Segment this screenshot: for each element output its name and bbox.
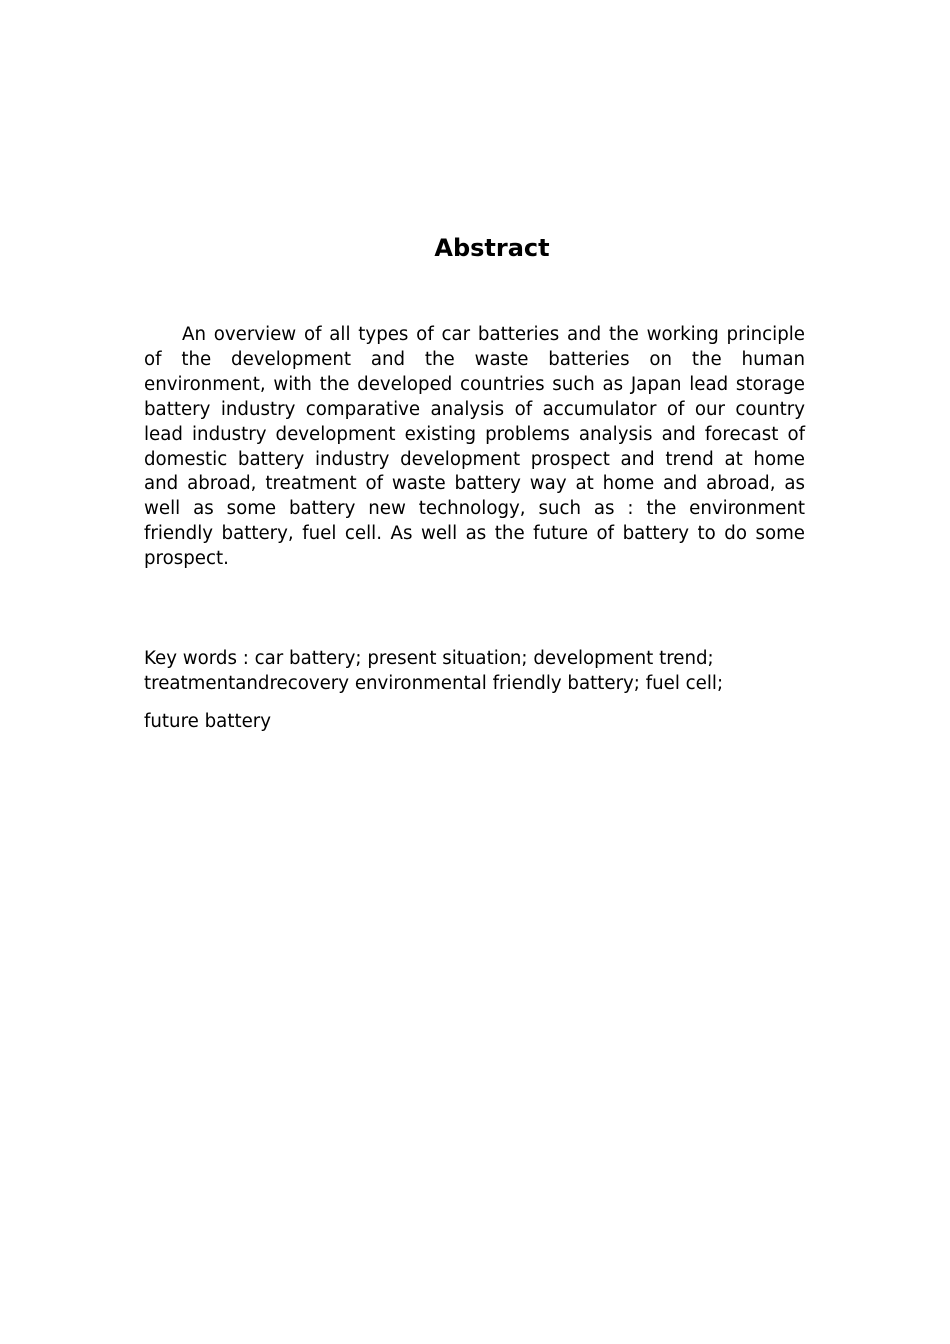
keywords-block <box>144 647 805 697</box>
keywords-line-3: future battery <box>144 711 272 732</box>
keywords-line-1: Key words : car battery; present situation; development trend; <box>144 648 714 669</box>
abstract-title: Abstract <box>434 234 550 262</box>
abstract-paragraph: An overview of all types of car batteries and the working principle of the development and the waste batteries on the human environment, with the developed countries such as Japan lead storage battery industry comparative analysis of accumulator of our country lead industry development existing problems analysis and forecast of domestic battery industry development prospect and trend at home and abroad, treatment of waste battery way at home and abroad, as well as some battery new technology, such as : the environment friendly battery, fuel cell. As well as the future of battery to do some prospect. <box>144 324 805 570</box>
keywords-line-2: treatmentandrecovery environmental friendly battery; fuel cell; <box>144 672 724 694</box>
